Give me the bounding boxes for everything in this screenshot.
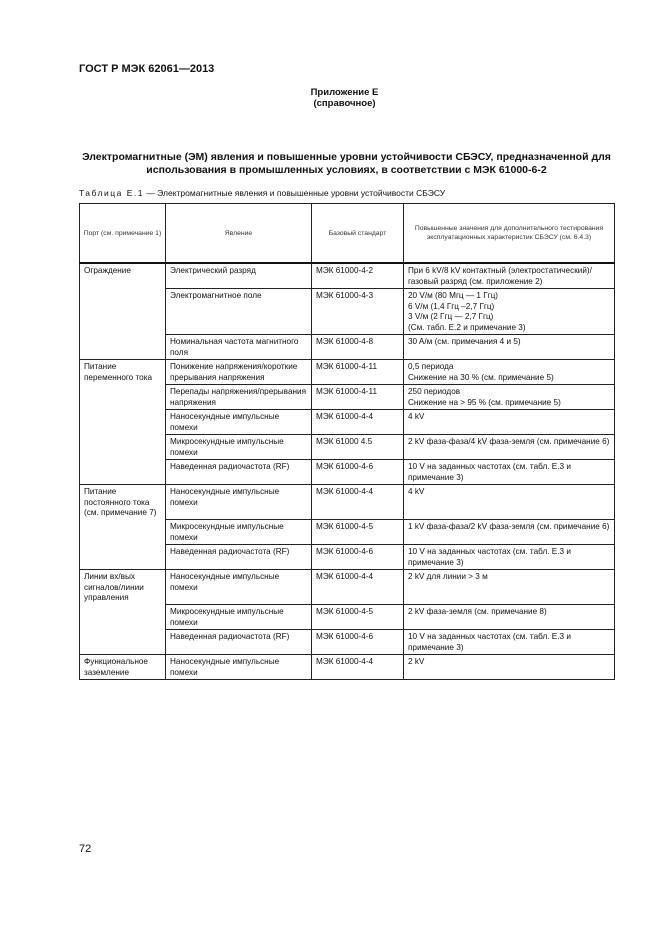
value-cell: 2 kV фаза-земля (см. примечание 8) (404, 605, 615, 630)
phenomenon-cell: Понижение напряжения/короткие прерывания напряжения (166, 360, 312, 385)
value-cell: При 6 kV/8 kV контактный (электростатический)/газовый разряд (см. приложение 2) (404, 263, 615, 289)
phenomenon-cell: Электрический разряд (166, 263, 312, 289)
annex-subtitle: (справочное) (313, 98, 376, 109)
value-cell: 2 kV фаза-фаза/4 kV фаза-земля (см. примечание 6) (404, 435, 615, 460)
standard-cell: МЭК 61000-4-11 (312, 385, 404, 410)
emc-table (79, 203, 615, 680)
phenomenon-cell: Наведенная радиочастота (RF) (166, 460, 312, 485)
table-caption (79, 188, 445, 198)
value-cell: 4 kV (404, 485, 615, 520)
table-row (80, 655, 615, 680)
annex-title: Приложение Е (310, 87, 379, 98)
phenomenon-cell: Наведенная радиочастота (RF) (166, 545, 312, 570)
phenomenon-cell: Микросекундные импульсные помехи (166, 520, 312, 545)
phenomenon-cell: Наносекундные импульсные помехи (166, 410, 312, 435)
standard-cell: МЭК 61000-4-5 (312, 605, 404, 630)
table-row (80, 570, 615, 605)
table-row (80, 385, 615, 410)
port-cell (80, 289, 166, 335)
table-row (80, 263, 615, 289)
table-row (80, 545, 615, 570)
table-row (80, 520, 615, 545)
port-cell (80, 605, 166, 630)
table-body (80, 263, 615, 680)
phenomenon-cell: Микросекундные импульсные помехи (166, 605, 312, 630)
standard-cell: МЭК 61000-4-6 (312, 545, 404, 570)
phenomenon-cell: Микросекундные импульсные помехи (166, 435, 312, 460)
standard-cell: МЭК 61000-4-3 (312, 289, 404, 335)
value-cell: 0,5 периода Снижение на 30 % (см. примечание 5) (404, 360, 615, 385)
section-heading: Электромагнитные (ЭМ) явления и повышенные уровни устойчивости СБЭСУ, предназначенной для использования в промышленных условиях, в соответствии с МЭК 61000-6-2 (82, 151, 611, 176)
standard-cell: МЭК 61000-4-4 (312, 570, 404, 605)
standard-cell: МЭК 61000 4.5 (312, 435, 404, 460)
phenomenon-cell: Наносекундные импульсные помехи (166, 485, 312, 520)
annex-block (0, 87, 661, 109)
standard-cell: МЭК 61000-4-8 (312, 335, 404, 360)
port-cell: Питание постоянного тока (см. примечание 7) (80, 485, 166, 520)
col-header-value: Повышенные значения для дополнительного тестирования эксплуатационных характеристик СБЭСУ (см. 6.4.3) (404, 204, 615, 264)
standard-cell: МЭК 61000-4-4 (312, 485, 404, 520)
table-header-row (80, 204, 615, 264)
port-cell: Ограждение (80, 263, 166, 289)
value-cell: 10 V на заданных частотах (см. табл. Е.3 и примечание 3) (404, 630, 615, 655)
port-cell (80, 460, 166, 485)
table-caption-text: — Электромагнитные явления и повышенные уровни устойчивости СБЭСУ (143, 188, 446, 198)
standard-cell: МЭК 61000-4-6 (312, 460, 404, 485)
port-cell: Функциональное заземление (80, 655, 166, 680)
port-cell: Линии вх/вых сигналов/линии управления (80, 570, 166, 605)
table-row (80, 605, 615, 630)
value-cell: 1 kV фаза-фаза/2 kV фаза-земля (см. примечание 6) (404, 520, 615, 545)
phenomenon-cell: Номинальная частота магнитного поля (166, 335, 312, 360)
table-caption-label: Таблица Е.1 (79, 188, 144, 198)
value-cell: 20 V/м (80 Мгц — 1 Ггц) 6 V/м (1,4 Ггц –2,7 Ггц) 3 V/м (2 Ггц — 2,7 Ггц) (См. табл. Е.2 и примечание 3) (404, 289, 615, 335)
value-cell: 30 A/м (см. примечания 4 и 5) (404, 335, 615, 360)
col-header-standard: Базовый стандарт (312, 204, 404, 264)
table-row (80, 289, 615, 335)
col-header-port: Порт (см. примечание 1) (80, 204, 166, 264)
standard-cell: МЭК 61000-4-4 (312, 655, 404, 680)
table-row (80, 335, 615, 360)
phenomenon-cell: Наведенная радиочастота (RF) (166, 630, 312, 655)
port-cell (80, 630, 166, 655)
port-cell (80, 335, 166, 360)
standard-header: ГОСТ Р МЭК 62061—2013 (79, 63, 215, 75)
port-cell (80, 520, 166, 545)
value-cell: 2 kV (404, 655, 615, 680)
value-cell: 250 периодов Снижение на > 95 % (см. примечание 5) (404, 385, 615, 410)
phenomenon-cell: Наносекундные импульсные помехи (166, 655, 312, 680)
value-cell: 4 kV (404, 410, 615, 435)
standard-cell: МЭК 61000-4-11 (312, 360, 404, 385)
standard-cell: МЭК 61000-4-4 (312, 410, 404, 435)
table-row (80, 485, 615, 520)
port-cell (80, 545, 166, 570)
page-number: 72 (79, 843, 92, 855)
value-cell: 10 V на заданных частотах (см. табл. Е.3 и примечание 3) (404, 545, 615, 570)
table-row (80, 410, 615, 435)
table-row (80, 360, 615, 385)
phenomenon-cell: Электромагнитное поле (166, 289, 312, 335)
port-cell (80, 435, 166, 460)
standard-cell: МЭК 61000-4-6 (312, 630, 404, 655)
phenomenon-cell: Наносекундные импульсные помехи (166, 570, 312, 605)
phenomenon-cell: Перепады напряжения/прерывания напряжения (166, 385, 312, 410)
port-cell (80, 385, 166, 410)
table-row (80, 460, 615, 485)
table-row (80, 435, 615, 460)
value-cell: 2 kV для линии > 3 м (404, 570, 615, 605)
value-cell: 10 V на заданных частотах (см. табл. Е.3 и примечание 3) (404, 460, 615, 485)
port-cell (80, 410, 166, 435)
standard-cell: МЭК 61000-4-5 (312, 520, 404, 545)
standard-cell: МЭК 61000-4-2 (312, 263, 404, 289)
table-row (80, 630, 615, 655)
port-cell: Питание переменного тока (80, 360, 166, 385)
col-header-phenomenon: Явление (166, 204, 312, 264)
